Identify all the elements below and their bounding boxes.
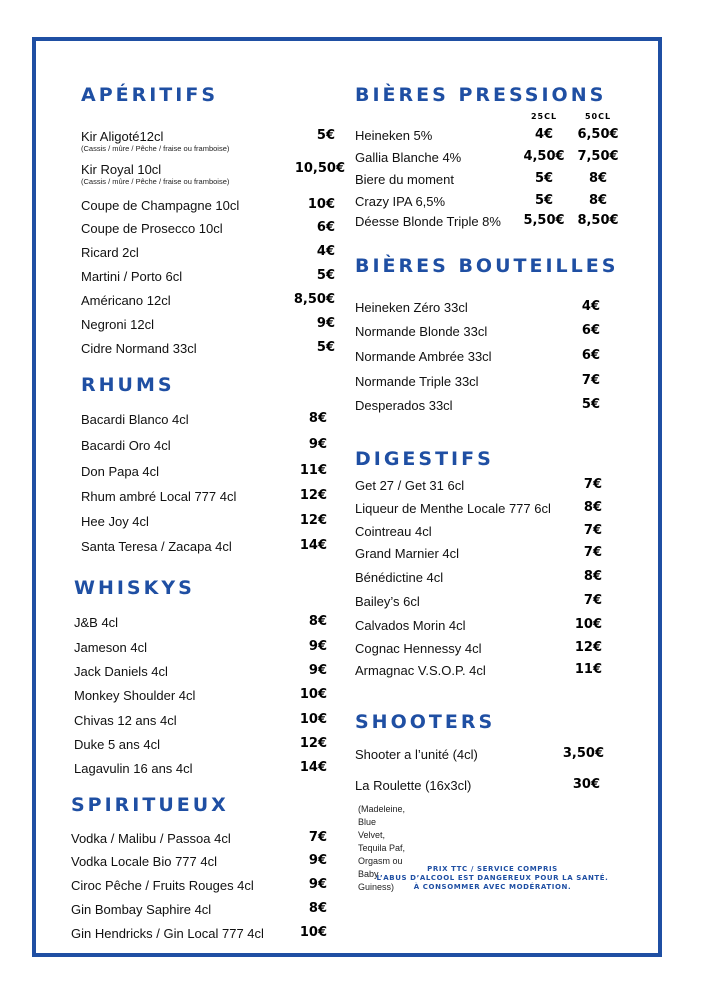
item-description: (Cassis / mûre / Pêche / fraise ou framboise) — [81, 177, 230, 186]
item-price-50cl: 6,50€ — [577, 127, 619, 142]
section-title-whiskys: WHISKYS — [74, 577, 195, 599]
shooters-note-line: Orgasm ou Baby Guiness) — [358, 856, 403, 892]
item-price: 8€ — [583, 500, 602, 515]
item-name: Martini / Porto 6cl — [81, 269, 183, 284]
item-price: 14€ — [299, 760, 327, 775]
item-name: Vodka / Malibu / Passoa 4cl — [71, 831, 231, 846]
section-title-digestifs: DIGESTIFS — [355, 448, 494, 470]
item-name: Normande Blonde 33cl — [355, 324, 488, 339]
item-price: 7€ — [308, 830, 327, 845]
item-price: 8€ — [308, 901, 327, 916]
item-name: Ciroc Pêche / Fruits Rouges 4cl — [71, 878, 254, 893]
section-title-bieres-pressions: BIÈRES PRESSIONS — [355, 84, 607, 106]
item-price-25cl: 4,50€ — [523, 149, 565, 164]
item-price: 3,50€ — [562, 746, 604, 761]
item-price: 6€ — [316, 220, 335, 235]
item-price: 10€ — [299, 712, 327, 727]
section-title-bieres-bouteilles: BIÈRES BOUTEILLES — [355, 255, 619, 277]
section-title-spiritueux: SPIRITUEUX — [71, 794, 229, 816]
item-price: 10€ — [307, 197, 335, 212]
item-name: J&B 4cl — [74, 615, 119, 630]
item-price-25cl: 5€ — [534, 171, 554, 186]
item-name: Vodka Locale Bio 777 4cl — [71, 854, 217, 869]
item-price: 8,50€ — [293, 292, 335, 307]
item-name: Desperados 33cl — [355, 398, 453, 413]
item-name: Grand Marnier 4cl — [355, 546, 460, 561]
item-name: Calvados Morin 4cl — [355, 618, 466, 633]
item-price: 8€ — [583, 569, 602, 584]
item-name: Bacardi Blanco 4cl — [81, 412, 189, 427]
item-name: Liqueur de Menthe Locale 777 6cl — [355, 501, 551, 516]
item-name: Bénédictine 4cl — [355, 570, 444, 585]
item-price: 10,50€ — [294, 161, 345, 176]
column-header-25cl: 25CL — [530, 112, 558, 121]
item-price: 6€ — [581, 323, 600, 338]
item-name: Get 27 / Get 31 6cl — [355, 478, 465, 493]
item-price: 9€ — [316, 316, 335, 331]
column-header-50cl: 50CL — [584, 112, 612, 121]
item-name: Negroni 12cl — [81, 317, 154, 332]
item-description: (Cassis / mûre / Pêche / fraise ou framboise) — [81, 144, 230, 153]
item-price-50cl: 8€ — [588, 193, 608, 208]
item-name: Gin Hendricks / Gin Local 777 4cl — [71, 926, 264, 941]
item-name: Don Papa 4cl — [81, 464, 160, 479]
item-price: 7€ — [583, 545, 602, 560]
footer-line: L’ABUS D’ALCOOL EST DANGEREUX POUR LA SANTÉ. — [376, 874, 609, 882]
item-price: 5€ — [316, 128, 335, 143]
footer-line: À CONSOMMER AVEC MODÉRATION. — [413, 883, 572, 891]
item-price: 4€ — [316, 244, 335, 259]
item-name: Déesse Blonde Triple 8% — [355, 214, 501, 229]
item-price: 5€ — [316, 268, 335, 283]
item-price-50cl: 8,50€ — [577, 213, 619, 228]
item-name: Cointreau 4cl — [355, 524, 432, 539]
item-price: 10€ — [299, 925, 327, 940]
item-name: Monkey Shoulder 4cl — [74, 688, 196, 703]
item-name: Hee Joy 4cl — [81, 514, 149, 529]
item-name: Heineken 5% — [355, 128, 433, 143]
item-price-25cl: 5,50€ — [523, 213, 565, 228]
item-name: Santa Teresa / Zacapa 4cl — [81, 539, 232, 554]
item-name: Kir Royal 10cl — [81, 162, 162, 177]
item-price: 9€ — [308, 877, 327, 892]
item-name: Bailey’s 6cl — [355, 594, 420, 609]
item-name: Normande Triple 33cl — [355, 374, 479, 389]
item-name: Jameson 4cl — [74, 640, 147, 655]
item-price: 14€ — [299, 538, 327, 553]
item-price: 8€ — [308, 411, 327, 426]
section-title-shooters: SHOOTERS — [355, 711, 496, 733]
item-price: 30€ — [572, 777, 600, 792]
item-price: 9€ — [308, 437, 327, 452]
item-price: 9€ — [308, 639, 327, 654]
item-price: 12€ — [299, 736, 327, 751]
item-name: Bacardi Oro 4cl — [81, 438, 171, 453]
item-price: 5€ — [316, 340, 335, 355]
item-name: Chivas 12 ans 4cl — [74, 713, 177, 728]
item-price: 5€ — [581, 397, 600, 412]
section-title-rhums: RHUMS — [81, 374, 175, 396]
item-price: 7€ — [583, 593, 602, 608]
item-price-50cl: 8€ — [588, 171, 608, 186]
item-price-25cl: 4€ — [534, 127, 554, 142]
item-name: Ricard 2cl — [81, 245, 139, 260]
item-name: Coupe de Prosecco 10cl — [81, 221, 223, 236]
item-price-25cl: 5€ — [534, 193, 554, 208]
item-name: Normande Ambrée 33cl — [355, 349, 492, 364]
item-price: 7€ — [583, 523, 602, 538]
item-name: Crazy IPA 6,5% — [355, 194, 446, 209]
footer-line: PRIX TTC / SERVICE COMPRIS — [427, 865, 558, 873]
item-name: Jack Daniels 4cl — [74, 664, 168, 679]
item-price: 11€ — [299, 463, 327, 478]
item-name: Armagnac V.S.O.P. 4cl — [355, 663, 486, 678]
item-name: Cidre Normand 33cl — [81, 341, 197, 356]
item-price: 12€ — [574, 640, 602, 655]
shooters-note-line: (Madeleine, Blue Velvet, Tequila Paf, — [358, 804, 406, 853]
item-name: Shooter a l’unité (4cl) — [355, 747, 478, 762]
item-name: Gallia Blanche 4% — [355, 150, 462, 165]
item-price: 12€ — [299, 488, 327, 503]
item-price: 4€ — [581, 299, 600, 314]
item-price-50cl: 7,50€ — [577, 149, 619, 164]
item-price: 8€ — [308, 614, 327, 629]
item-name: Américano 12cl — [81, 293, 171, 308]
item-name: Duke 5 ans 4cl — [74, 737, 160, 752]
item-name: Kir Aligoté12cl — [81, 129, 164, 144]
item-price: 12€ — [299, 513, 327, 528]
section-title-aperitifs: APÉRITIFS — [81, 84, 219, 106]
footer-legal — [355, 865, 630, 892]
item-price: 10€ — [299, 687, 327, 702]
item-name: Lagavulin 16 ans 4cl — [74, 761, 193, 776]
item-name: Rhum ambré Local 777 4cl — [81, 489, 237, 504]
item-price: 11€ — [574, 662, 602, 677]
item-name: Coupe de Champagne 10cl — [81, 198, 240, 213]
item-price: 7€ — [581, 373, 600, 388]
item-name: La Roulette (16x3cl) — [355, 778, 472, 793]
item-name: Gin Bombay Saphire 4cl — [71, 902, 212, 917]
item-price: 9€ — [308, 663, 327, 678]
item-name: Heineken Zéro 33cl — [355, 300, 468, 315]
item-name: Cognac Hennessy 4cl — [355, 641, 482, 656]
item-price: 6€ — [581, 348, 600, 363]
item-price: 10€ — [574, 617, 602, 632]
item-price: 7€ — [583, 477, 602, 492]
item-price: 9€ — [308, 853, 327, 868]
item-name: Biere du moment — [355, 172, 454, 187]
